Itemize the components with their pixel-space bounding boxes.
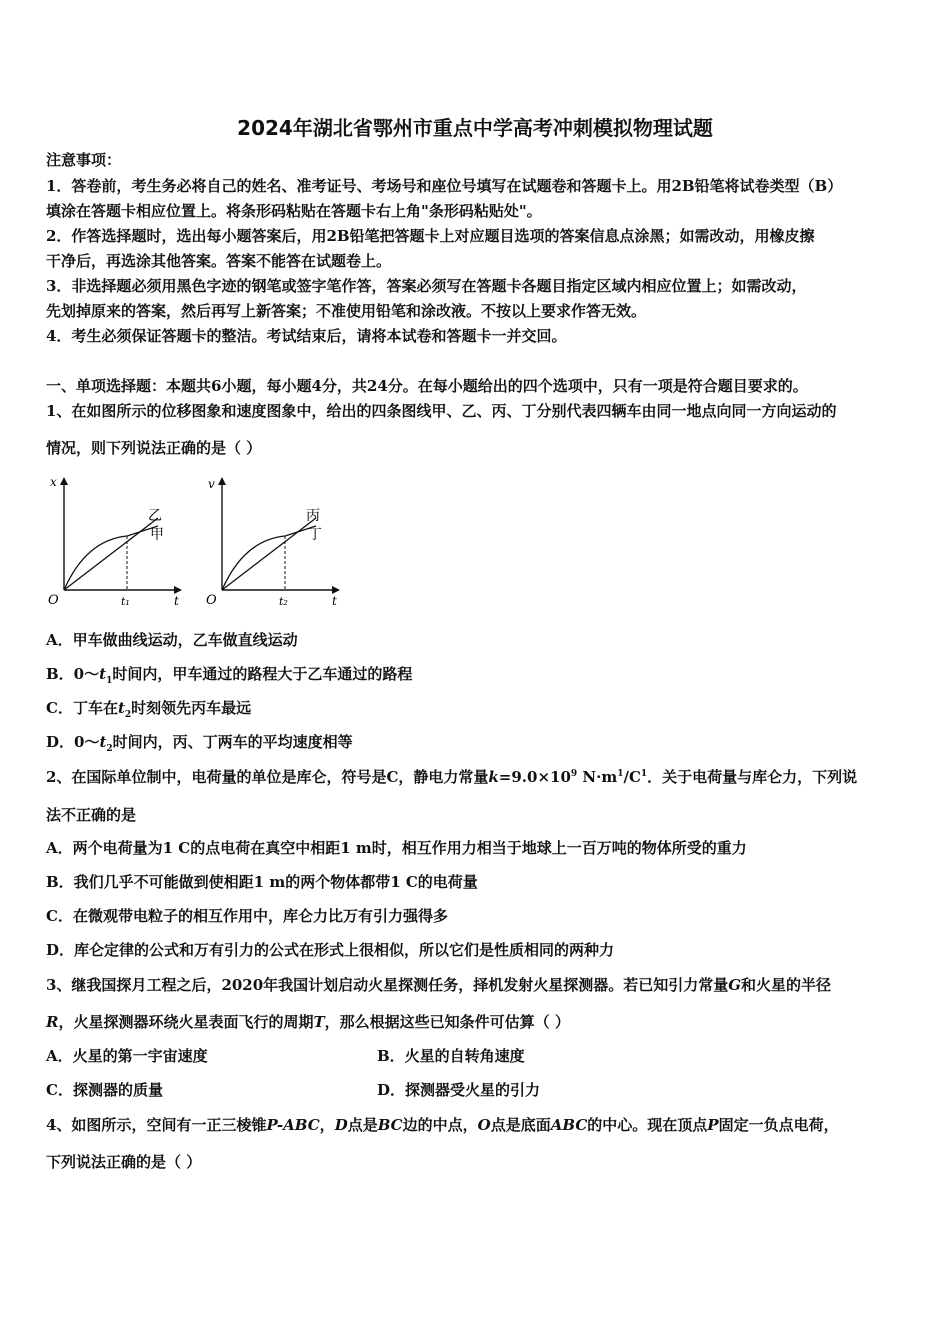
- q2-option-c: C．在微观带电粒子的相互作用中，库仑力比万有引力强得多: [46, 907, 448, 925]
- label-jia: 甲: [150, 527, 164, 543]
- curve-ding: [222, 526, 316, 590]
- q1-option-a: A．甲车做曲线运动，乙车做直线运动: [46, 631, 298, 649]
- y-axis-label: v: [208, 477, 215, 491]
- line-jia: [64, 518, 158, 590]
- label-bing: 丙: [306, 508, 320, 524]
- y-axis-arrow: [218, 477, 226, 485]
- notice-line: 1．答卷前，考生务必将自己的姓名、准考证号、考场号和座位号填写在试题卷和答题卡上。用2B铅笔将试卷类型（B）: [46, 177, 843, 195]
- notice-line: 填涂在答题卡相应位置上。将条形码粘贴在答题卡右上角"条形码粘贴处"。: [46, 202, 542, 220]
- notice-line: 2．作答选择题时，选出每小题答案后，用2B铅笔把答题卡上对应题目选项的答案信息点涂黑；如需改动，用橡皮擦: [46, 227, 815, 245]
- q2-stem-line1: 2、在国际单位制中，电荷量的单位是库仑，符号是C，静电力常量$k=9.0\times 10^9$ $N\cdot m^1/C^1$．关于电荷量与库仑力，下列说: [46, 768, 858, 786]
- q1-vt-graph: [198, 470, 348, 615]
- q3-stem-line1: 3、继我国探月工程之后，2020年我国计划启动火星探测任务，择机发射火星探测器。若已知引力常量G和火星的半径: [46, 976, 832, 994]
- q3-option-d: D．探测器受火星的引力: [377, 1081, 541, 1099]
- q4-stem-line1: 4、如图所示，空间有一正三棱锥P-ABC，D点是BC边的中点，O点是底面ABC的中心。现在顶点P固定一负点电荷，: [46, 1116, 839, 1134]
- x-axis-arrow: [332, 586, 340, 594]
- section-heading: 一、单项选择题：本题共6小题，每小题4分，共24分。在每小题给出的四个选项中，只有一项是符合题目要求的。: [46, 377, 808, 395]
- x-axis-label: t: [174, 594, 179, 608]
- x-axis-arrow: [174, 586, 182, 594]
- page-title: 2024年湖北省鄂州市重点中学高考冲刺模拟物理试题: [237, 116, 713, 140]
- label-ding: 丁: [308, 527, 322, 543]
- q3-option-c: C．探测器的质量: [46, 1081, 163, 1099]
- q1-stem-line2: 情况，则下列说法正确的是（ ）: [46, 439, 262, 457]
- notice-line: 4．考生必须保证答题卡的整洁。考试结束后，请将本试卷和答题卡一并交回。: [46, 327, 567, 345]
- q1-option-b: B．$0\sim t_1$时间内，甲车通过的路程大于乙车通过的路程: [46, 665, 413, 686]
- notice-line: 3．非选择题必须用黑色字迹的钢笔或签字笔作答，答案必须写在答题卡各题目指定区域内相应位置上；如需改动，: [46, 277, 807, 295]
- t1-label: t₁: [121, 595, 130, 608]
- q1-xt-graph: [40, 470, 190, 615]
- q2-stem-line2: 法不正确的是: [46, 806, 137, 824]
- q2-option-b: B．我们几乎不可能做到使相距1 m的两个物体都带1 C的电荷量: [46, 873, 478, 891]
- q3-option-b: B．火星的自转角速度: [377, 1047, 525, 1065]
- notice-heading: 注意事项：: [46, 151, 122, 169]
- label-yi: 乙: [148, 508, 162, 524]
- curve-yi: [64, 526, 158, 590]
- x-axis-label: t: [332, 594, 337, 608]
- origin-label: O: [48, 593, 59, 608]
- y-axis-label: x: [50, 475, 57, 489]
- notice-line: 干净后，再选涂其他答案。答案不能答在试题卷上。: [46, 252, 392, 270]
- origin-label: O: [206, 593, 217, 608]
- q3-stem-line2: R，火星探测器环绕火星表面飞行的周期T，那么根据这些已知条件可估算（ ）: [46, 1013, 570, 1031]
- q1-option-c: C．丁车在$t_2$时刻领先丙车最远: [46, 699, 252, 720]
- q1-option-d: D．$0\sim t_2$时间内，丙、丁两车的平均速度相等: [46, 733, 353, 754]
- y-axis-arrow: [60, 477, 68, 485]
- t2-label: t₂: [279, 595, 288, 608]
- q2-option-d: D．库仑定律的公式和万有引力的公式在形式上很相似，所以它们是性质相同的两种力: [46, 941, 615, 959]
- q4-stem-line2: 下列说法正确的是（ ）: [46, 1153, 202, 1171]
- line-bing: [222, 518, 316, 590]
- q3-option-a: A．火星的第一宇宙速度: [46, 1047, 208, 1065]
- notice-line: 先划掉原来的答案，然后再写上新答案；不准使用铅笔和涂改液。不按以上要求作答无效。: [46, 302, 647, 320]
- q1-stem-line1: 1、在如图所示的位移图象和速度图象中，给出的四条图线甲、乙、丙、丁分别代表四辆车由同一地点向同一方向运动的: [46, 402, 837, 420]
- q2-option-a: A．两个电荷量为1 C的点电荷在真空中相距1 m时，相互作用力相当于地球上一百万吨的物体所受的重力: [46, 839, 747, 857]
